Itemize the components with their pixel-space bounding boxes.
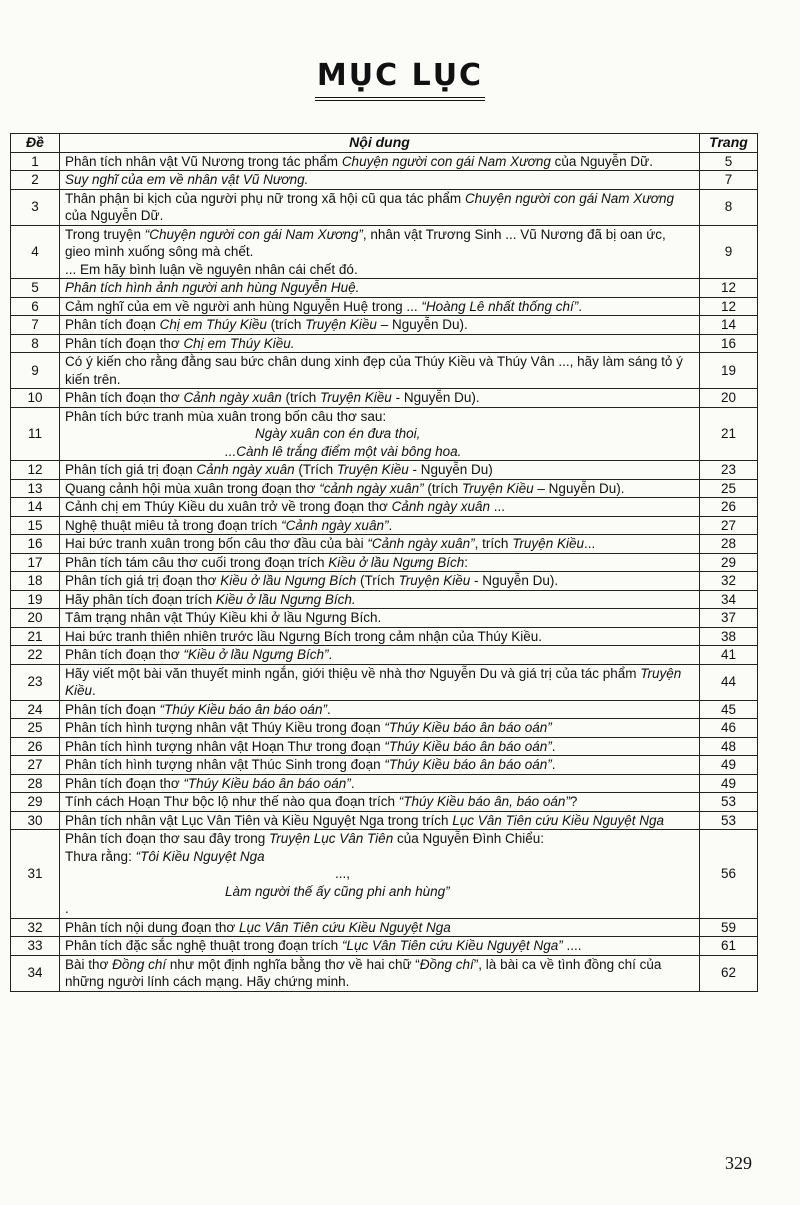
content-segment: - Nguyễn Du).: [470, 573, 559, 588]
content-segment: Thân phận bi kịch của người phụ nữ trong xã hội cũ qua tác phẩm: [65, 190, 465, 206]
toc-row: [11, 498, 758, 517]
row-content: [60, 609, 700, 628]
content-segment: ...,: [335, 866, 351, 881]
content-segment: (trích: [423, 480, 462, 496]
row-content: [60, 737, 700, 756]
row-page: 44: [700, 664, 758, 700]
content-segment: Phân tích hình tượng nhân vật Thúc Sinh trong đoạn: [65, 757, 385, 772]
row-content: [60, 297, 700, 316]
row-page: 26: [700, 498, 758, 517]
content-segment: ?: [569, 794, 578, 809]
row-content: [60, 774, 700, 793]
content-segment: Nghệ thuật miêu tả trong đoạn trích: [65, 517, 282, 533]
content-segment: Phân tích nội dung đoạn thơ: [65, 919, 239, 935]
row-content: [60, 572, 700, 591]
content-segment: Truyện Lục Vân Tiên: [269, 831, 394, 846]
row-content: [60, 389, 700, 408]
row-page: 7: [700, 171, 758, 190]
page-title: [0, 58, 800, 101]
content-segment: “Thúy Kiều báo ân báo oán”: [159, 701, 327, 717]
row-content: [60, 664, 700, 700]
row-content: [60, 700, 700, 719]
row-page: 21: [700, 407, 758, 461]
content-segment: Phân tích đoạn: [65, 701, 160, 717]
row-page: 20: [700, 389, 758, 408]
row-content: [60, 756, 700, 775]
toc-row: [11, 700, 758, 719]
header-de: Đề: [11, 134, 60, 153]
row-content: [60, 627, 700, 646]
content-segment: Phân tích hình tượng nhân vật Thúy Kiều trong đoạn: [65, 720, 385, 735]
toc-row: [11, 535, 758, 554]
content-segment: .: [328, 647, 333, 662]
row-content: [60, 830, 700, 919]
content-segment: ...: [583, 536, 596, 551]
content-segment: Truyện Kiều: [398, 573, 471, 588]
row-number: 6: [11, 297, 60, 316]
toc-row: [11, 830, 758, 919]
row-number: 1: [11, 152, 60, 171]
row-number: 14: [11, 498, 60, 517]
row-page: 5: [700, 152, 758, 171]
toc-row: [11, 389, 758, 408]
content-segment: Phân tích đoạn: [65, 317, 160, 332]
content-segment: “cảnh ngày xuân”: [319, 480, 424, 496]
row-content: [60, 553, 700, 572]
content-segment: Phân tích đoạn thơ: [65, 647, 184, 662]
content-segment: , nhân vật Trương Sinh ... Vũ Nương đã bị oan ức, gieo mình xuống sông mà chết.: [65, 226, 666, 259]
row-page: 49: [700, 756, 758, 775]
content-segment: Hai bức tranh xuân trong bốn câu thơ đầu của bài: [65, 536, 368, 551]
content-segment: Phân tích đoạn thơ sau đây trong: [65, 831, 269, 846]
toc-row: [11, 297, 758, 316]
row-content: [60, 461, 700, 480]
row-content: [60, 918, 700, 937]
row-number: 15: [11, 516, 60, 535]
toc-row: [11, 937, 758, 956]
row-number: 10: [11, 389, 60, 408]
content-segment: :: [464, 554, 469, 570]
content-segment: ....: [562, 938, 582, 953]
content-segment: Lục Vân Tiên cứu Kiều Nguyệt Nga: [238, 919, 451, 935]
row-number: 16: [11, 535, 60, 554]
row-page: 14: [700, 316, 758, 335]
row-number: 12: [11, 461, 60, 480]
toc-row: [11, 918, 758, 937]
row-content: [60, 811, 700, 830]
row-number: 4: [11, 225, 60, 279]
toc-row: [11, 737, 758, 756]
content-segment: “Hoàng Lê nhất thống chí”: [421, 298, 579, 314]
toc-row: [11, 646, 758, 665]
toc-row: [11, 590, 758, 609]
content-segment: Phân tích giá trị đoạn thơ: [65, 573, 221, 588]
content-segment: Chuyện người con gái Nam Xương: [464, 190, 674, 206]
row-page: 16: [700, 334, 758, 353]
row-number: 30: [11, 811, 60, 830]
row-number: 24: [11, 700, 60, 719]
content-segment: như một định nghĩa bằng thơ về hai chữ “: [166, 956, 420, 972]
content-segment: Phân tích đoạn thơ: [65, 390, 184, 405]
toc-row: [11, 334, 758, 353]
toc-row: [11, 279, 758, 298]
content-segment: “Thúy Kiều báo ân, báo oán”: [398, 794, 570, 809]
content-segment: Phân tích đặc sắc nghệ thuật trong đoạn trích: [65, 938, 342, 953]
content-segment: Phân tích nhân vật Vũ Nương trong tác phẩm: [65, 153, 342, 169]
content-segment: Có ý kiến cho rằng đằng sau bức chân dung xinh đẹp của Thúy Kiều và Thúy Vân ..., hãy làm sáng tỏ ý kiến trên.: [65, 354, 683, 387]
content-segment: Hãy phân tích đoạn trích: [65, 591, 216, 607]
row-content: [60, 646, 700, 665]
row-page: 45: [700, 700, 758, 719]
content-segment: Quang cảnh hội mùa xuân trong đoạn thơ: [65, 480, 320, 496]
content-segment: Cảnh ngày xuân: [391, 499, 490, 514]
row-number: 27: [11, 756, 60, 775]
content-segment: Truyện Kiều: [320, 390, 392, 405]
row-content: [60, 225, 700, 279]
row-page: 27: [700, 516, 758, 535]
toc-row: [11, 353, 758, 389]
toc-table: [10, 133, 758, 992]
row-content: [60, 171, 700, 190]
row-content: [60, 498, 700, 517]
row-number: 33: [11, 937, 60, 956]
content-segment: .: [92, 683, 96, 698]
content-segment: .: [326, 701, 331, 717]
row-content: [60, 316, 700, 335]
row-content: [60, 152, 700, 171]
row-content: [60, 955, 700, 991]
toc-row: [11, 609, 758, 628]
row-page: 23: [700, 461, 758, 480]
row-page: 25: [700, 479, 758, 498]
row-page: 32: [700, 572, 758, 591]
content-segment: Hai bức tranh thiên nhiên trước lầu Ngưng Bích trong cảm nhận của Thúy Kiều.: [65, 628, 542, 644]
row-content: [60, 793, 700, 812]
toc-row: [11, 627, 758, 646]
content-segment: ... Em hãy bình luận về nguyên nhân cái chết đó.: [65, 261, 358, 277]
row-content: [60, 407, 700, 461]
content-segment: “Chuyện người con gái Nam Xương”: [144, 226, 363, 242]
row-content: [60, 189, 700, 225]
row-content: [60, 334, 700, 353]
content-segment: .: [388, 517, 393, 533]
header-row: [11, 134, 758, 153]
content-segment: Truyện Kiều: [65, 665, 682, 698]
content-segment: “Thúy Kiều báo ân báo oán”: [384, 738, 552, 754]
content-segment: .: [578, 298, 582, 314]
row-number: 9: [11, 353, 60, 389]
content-segment: – Nguyễn Du).: [533, 480, 625, 496]
row-number: 2: [11, 171, 60, 190]
row-page: 29: [700, 553, 758, 572]
content-segment: “Thúy Kiều báo ân báo oán”: [384, 720, 552, 735]
content-segment: Đồng chí: [419, 956, 474, 972]
content-segment: Phân tích hình tượng nhân vật Hoạn Thư trong đoạn: [65, 738, 385, 754]
row-page: 61: [700, 937, 758, 956]
page-number: 329: [725, 1153, 752, 1173]
toc-row: [11, 793, 758, 812]
row-page: 46: [700, 719, 758, 738]
content-segment: “Cảnh ngày xuân”: [281, 517, 389, 533]
content-segment: Tính cách Hoạn Thư bộc lộ như thế nào qua đoạn trích: [65, 794, 399, 809]
content-segment: Ngày xuân con én đưa thoi,: [255, 426, 421, 441]
content-segment: “Tôi Kiều Nguyệt Nga: [135, 848, 265, 864]
content-segment: Trong truyện: [65, 226, 145, 242]
toc-row: [11, 756, 758, 775]
toc-row: [11, 719, 758, 738]
content-segment: Cảnh ngày xuân: [183, 390, 282, 405]
row-number: 34: [11, 955, 60, 991]
content-segment: Phân tích giá trị đoạn: [65, 462, 197, 477]
content-segment: Tâm trạng nhân vật Thúy Kiều khi ở lầu Ngưng Bích.: [65, 610, 382, 625]
title-text: MỤC LỤC: [315, 59, 485, 101]
row-page: 49: [700, 774, 758, 793]
content-segment: .: [65, 901, 69, 916]
row-number: 25: [11, 719, 60, 738]
toc-row: [11, 171, 758, 190]
content-segment: Phân tích bức tranh mùa xuân trong bốn câu thơ sau:: [65, 408, 387, 424]
row-page: 28: [700, 535, 758, 554]
row-content: [60, 516, 700, 535]
row-number: 17: [11, 553, 60, 572]
content-segment: “Cảnh ngày xuân”: [367, 536, 475, 551]
row-content: [60, 937, 700, 956]
content-segment: .: [551, 757, 556, 772]
content-segment: .: [350, 775, 355, 791]
row-number: 11: [11, 407, 60, 461]
content-segment: Cảm nghĩ của em về người anh hùng Nguyễn Huệ trong ...: [65, 298, 422, 314]
content-segment: Phân tích tám câu thơ cuối trong đoạn trích: [65, 554, 329, 570]
content-segment: Phân tích đoạn thơ: [65, 775, 184, 791]
content-segment: Đồng chí: [112, 956, 167, 972]
row-number: 13: [11, 479, 60, 498]
toc-row: [11, 811, 758, 830]
toc-row: [11, 152, 758, 171]
toc-row: [11, 572, 758, 591]
content-segment: Truyện Kiều: [512, 536, 584, 551]
row-number: 20: [11, 609, 60, 628]
content-segment: của Nguyễn Dữ.: [550, 153, 653, 169]
content-segment: Cảnh chị em Thúy Kiều du xuân trở về trong đoạn thơ: [65, 499, 392, 514]
header-trang: Trang: [700, 134, 758, 153]
row-page: 38: [700, 627, 758, 646]
row-number: 18: [11, 572, 60, 591]
content-segment: Thưa rằng:: [65, 848, 136, 864]
row-content: [60, 590, 700, 609]
content-segment: Kiều ở lầu Ngưng Bích: [220, 573, 357, 588]
row-number: 22: [11, 646, 60, 665]
row-number: 32: [11, 918, 60, 937]
content-segment: (Trích: [294, 462, 337, 477]
content-segment: .: [551, 738, 556, 754]
content-segment: Hãy viết một bài văn thuyết minh ngắn, giới thiệu về nhà thơ Nguyễn Du và giá trị của tác phẩm: [65, 665, 641, 681]
content-segment: , trích: [474, 536, 513, 551]
content-segment: Chị em Thúy Kiều: [159, 317, 267, 332]
content-segment: ...Cành lê trắng điểm một vài bông hoa.: [225, 443, 462, 459]
toc-row: [11, 225, 758, 279]
row-number: 21: [11, 627, 60, 646]
header-noidung: Nội dung: [60, 134, 700, 153]
content-segment: Kiều ở lầu Ngưng Bích: [328, 554, 465, 570]
row-content: [60, 719, 700, 738]
row-page: 41: [700, 646, 758, 665]
row-number: 28: [11, 774, 60, 793]
row-page: 53: [700, 793, 758, 812]
toc-row: [11, 479, 758, 498]
row-number: 31: [11, 830, 60, 919]
row-page: 8: [700, 189, 758, 225]
toc-row: [11, 774, 758, 793]
row-page: 19: [700, 353, 758, 389]
content-segment: Phân tích hình ảnh người anh hùng Nguyễn Huệ.: [65, 280, 360, 295]
content-segment: “Thúy Kiều báo ân báo oán”: [384, 757, 552, 772]
toc-row: [11, 189, 758, 225]
content-segment: “Thúy Kiều báo ân báo oán”: [183, 775, 351, 791]
content-segment: Kiều ở lầu Ngưng Bích.: [215, 591, 356, 607]
content-segment: Bài thơ: [65, 956, 113, 972]
content-segment: Chuyện người con gái Nam Xương: [341, 153, 551, 169]
content-segment: Truyện Kiều: [305, 317, 377, 332]
toc-row: [11, 316, 758, 335]
row-content: [60, 479, 700, 498]
row-number: 23: [11, 664, 60, 700]
row-number: 8: [11, 334, 60, 353]
row-page: 12: [700, 279, 758, 298]
row-content: [60, 353, 700, 389]
content-segment: Chị em Thúy Kiều.: [183, 335, 295, 351]
row-content: [60, 279, 700, 298]
content-segment: (trích: [266, 317, 306, 332]
toc-row: [11, 553, 758, 572]
row-page: 34: [700, 590, 758, 609]
toc-row: [11, 516, 758, 535]
content-segment: ”, là bài ca về tình đồng chí của những người lính cách mạng. Hãy chứng minh.: [65, 956, 662, 989]
content-segment: của Nguyễn Dữ.: [65, 208, 164, 223]
row-page: 53: [700, 811, 758, 830]
content-segment: – Nguyễn Du).: [376, 317, 468, 332]
toc-row: [11, 955, 758, 991]
content-segment: ...: [489, 499, 505, 514]
content-segment: Truyện Kiều: [336, 462, 409, 477]
row-number: 29: [11, 793, 60, 812]
content-segment: Truyện Kiều: [461, 480, 534, 496]
content-segment: Cảnh ngày xuân: [196, 462, 295, 477]
row-page: 48: [700, 737, 758, 756]
row-page: 12: [700, 297, 758, 316]
content-segment: của Nguyễn Đình Chiểu:: [393, 831, 545, 846]
content-segment: - Nguyễn Du): [408, 462, 493, 477]
content-segment: (Trích: [356, 573, 399, 588]
row-page: 37: [700, 609, 758, 628]
content-segment: - Nguyễn Du).: [391, 390, 480, 405]
toc-row: [11, 664, 758, 700]
content-segment: Phân tích nhân vật Lục Vân Tiên và Kiều Nguyệt Nga trong trích: [65, 812, 453, 828]
row-number: 19: [11, 590, 60, 609]
content-segment: Làm người thế ấy cũng phi anh hùng”: [225, 883, 450, 899]
row-page: 56: [700, 830, 758, 919]
toc-row: [11, 407, 758, 461]
row-number: 3: [11, 189, 60, 225]
content-segment: “Lục Vân Tiên cứu Kiều Nguyệt Nga”: [341, 938, 563, 953]
toc-body: [11, 152, 758, 991]
row-number: 5: [11, 279, 60, 298]
content-segment: “Kiều ở lầu Ngưng Bích”: [183, 647, 329, 662]
row-page: 59: [700, 918, 758, 937]
row-content: [60, 535, 700, 554]
content-segment: (trích: [281, 390, 321, 405]
toc-row: [11, 461, 758, 480]
row-page: 62: [700, 955, 758, 991]
row-page: 9: [700, 225, 758, 279]
content-segment: Lục Vân Tiên cứu Kiều Nguyệt Nga: [452, 812, 665, 828]
row-number: 26: [11, 737, 60, 756]
content-segment: Suy nghĩ của em về nhân vật Vũ Nương.: [65, 172, 309, 187]
content-segment: Phân tích đoạn thơ: [65, 335, 184, 351]
row-number: 7: [11, 316, 60, 335]
